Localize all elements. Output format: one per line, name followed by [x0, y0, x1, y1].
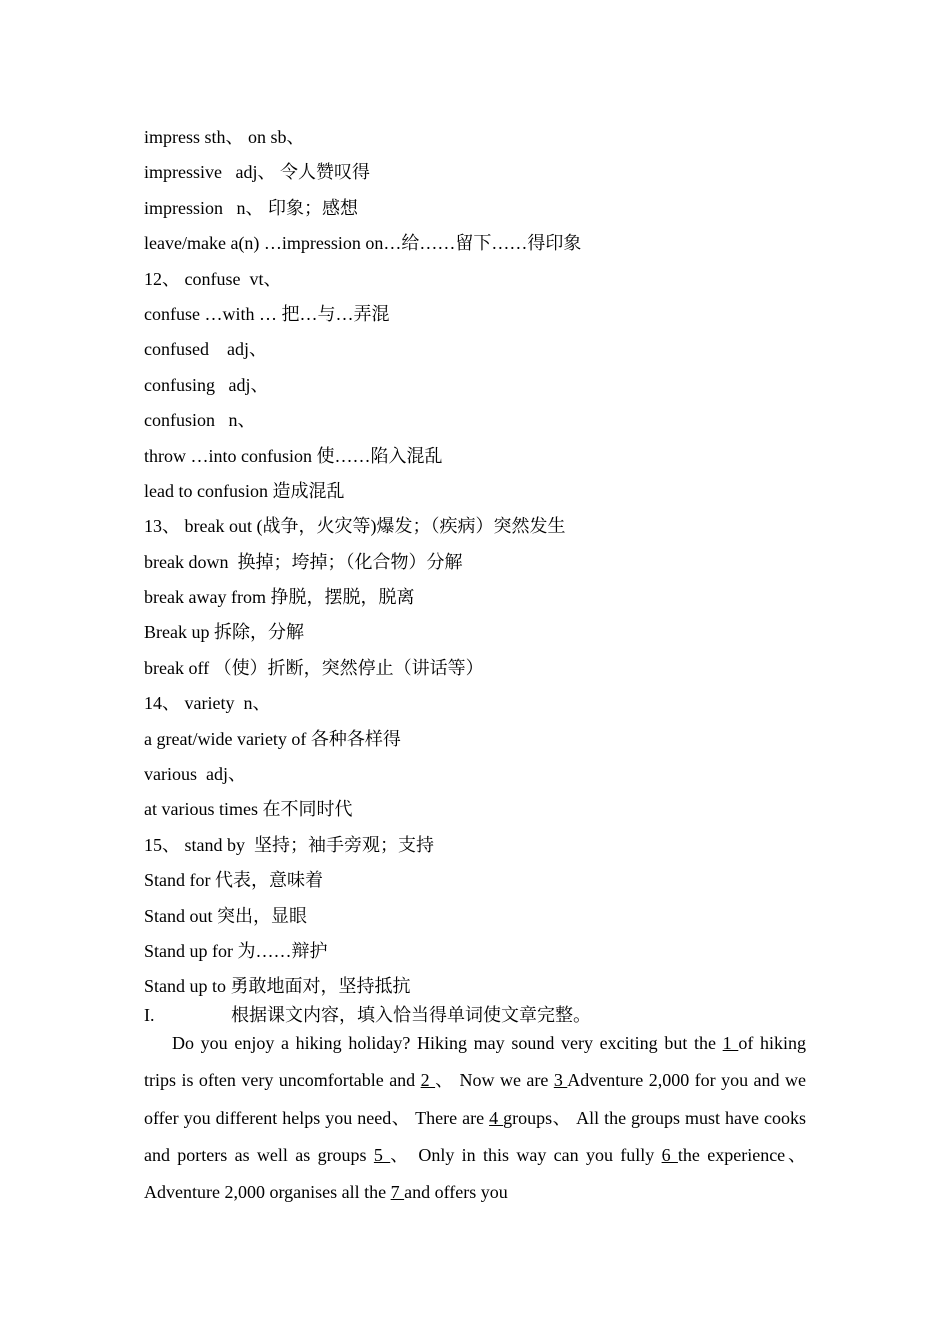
- vocab-line: at various times 在不同时代: [144, 799, 353, 820]
- blank-3: 3: [553, 1070, 568, 1091]
- blank-6: 6: [661, 1144, 678, 1165]
- cloze-passage: [144, 1025, 806, 1212]
- vocab-line: Stand out 突出，显眼: [144, 905, 308, 926]
- vocab-line: 13、 break out (战争，火灾等)爆发；（疾病）突然发生: [144, 516, 566, 537]
- vocab-line: break away from 挣脱，摆脱，脱离: [144, 587, 415, 608]
- blank-5: 5: [373, 1144, 391, 1165]
- vocab-line: throw …into confusion 使……陷入混乱: [144, 445, 443, 466]
- passage-text: groups、 All the groups must have cooks and porters as well as groups: [144, 1107, 807, 1165]
- vocab-line: confused adj、: [144, 339, 267, 360]
- passage-text: Adventure 2,000 for you and we offer you different helps you need、 There are: [144, 1070, 806, 1128]
- vocab-line: break down 换掉；垮掉；（化合物）分解: [144, 551, 463, 572]
- vocab-line: Break up 拆除，分解: [144, 622, 304, 643]
- vocab-line: Stand for 代表，意味着: [144, 870, 323, 891]
- vocab-line: 15、 stand by 坚持；袖手旁观；支持: [144, 834, 434, 855]
- vocab-line: a great/wide variety of 各种各样得: [144, 728, 401, 749]
- passage-text: Do you enjoy a hiking holiday? Hiking may sound very exciting but the: [172, 1032, 723, 1053]
- passage-text: 、 Now we are: [435, 1070, 554, 1091]
- blank-4: 4: [489, 1107, 504, 1128]
- vocab-line: confusing adj、: [144, 374, 269, 395]
- vocab-line: 14、 variety n、: [144, 693, 271, 714]
- vocab-line: Stand up for 为……辩护: [144, 940, 328, 961]
- vocab-line: Stand up to 勇敢地面对，坚持抵抗: [144, 976, 411, 997]
- section-number: I.: [144, 1004, 155, 1025]
- passage-text: 、 Only in this way can you fully: [390, 1144, 662, 1165]
- passage-text: and offers you: [404, 1182, 508, 1203]
- vocab-line: leave/make a(n) …impression on…给……留下……得印象: [144, 233, 582, 254]
- blank-1: 1: [722, 1032, 739, 1053]
- vocab-line: confuse …with … 把…与…弄混: [144, 303, 390, 324]
- vocab-line: impressive adj、 令人赞叹得: [144, 162, 370, 183]
- vocab-line: confusion n、: [144, 410, 256, 431]
- vocab-line: impression n、 印象；感想: [144, 197, 358, 218]
- vocab-line: break off （使）折断，突然停止（讲话等）: [144, 657, 484, 678]
- passage-text: of hiking trips is often very uncomfortable and: [144, 1032, 806, 1091]
- blank-7: 7: [390, 1182, 405, 1203]
- vocab-line: lead to confusion 造成混乱: [144, 480, 345, 501]
- vocab-line: various adj、: [144, 764, 246, 785]
- blank-2: 2: [420, 1070, 436, 1091]
- vocab-line: 12、 confuse vt、: [144, 268, 282, 289]
- vocab-line: impress sth、 on sb、: [144, 127, 305, 147]
- passage-text: the experience、 Adventure 2,000 organises all the: [144, 1144, 806, 1203]
- section-instruction: 根据课文内容，填入恰当得单词使文章完整。: [231, 1004, 591, 1025]
- document-page: [144, 120, 806, 1212]
